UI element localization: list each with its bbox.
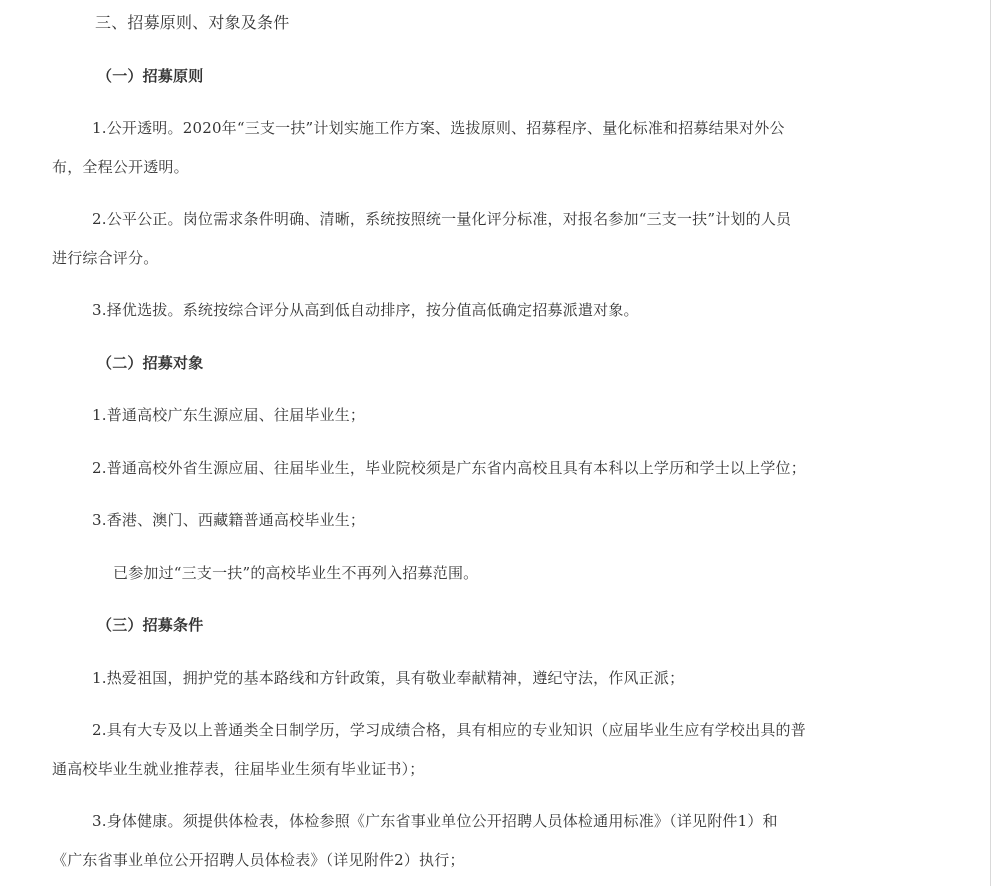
targets-item-2: 2.普通高校外省生源应届、往届毕业生，毕业院校须是广东省内高校且具有本科以上学历和学士以上学位； <box>92 459 806 477</box>
conditions-item-1: 1.热爱祖国，拥护党的基本路线和方针政策，具有敬业奉献精神，遵纪守法，作风正派； <box>92 669 685 687</box>
targets-note: 已参加过“三支一扶”的高校毕业生不再列入招募范围。 <box>113 564 479 582</box>
principles-item-3: 3.择优选拔。系统按综合评分从高到低自动排序，按分值高低确定招募派遣对象。 <box>92 301 639 319</box>
conditions-item-3-line-1: 3.身体健康。须提供体检表，体检参照《广东省事业单位公开招聘人员体检通用标准》（详见附件1）和 <box>92 812 778 830</box>
conditions-item-2-line-2: 通高校毕业生就业推荐表，往届毕业生须有毕业证书）； <box>52 760 425 778</box>
principles-heading: （一）招募原则 <box>97 67 204 85</box>
principles-item-2-line-2: 进行综合评分。 <box>52 249 159 267</box>
targets-item-1: 1.普通高校广东生源应届、往届毕业生； <box>92 406 366 424</box>
principles-item-2-line-1: 2.公平公正。岗位需求条件明确、清晰，系统按照统一量化评分标准，对报名参加“三支一扶”计划的人员 <box>92 210 792 228</box>
conditions-item-3-line-2: 《广东省事业单位公开招聘人员体检表》（详见附件2）执行； <box>52 851 465 869</box>
conditions-heading: （三）招募条件 <box>97 616 204 634</box>
targets-heading: （二）招募对象 <box>97 354 204 372</box>
conditions-item-2-line-1: 2.具有大专及以上普通类全日制学历，学习成绩合格，具有相应的专业知识（应届毕业生应有学校出具的普 <box>92 721 806 739</box>
principles-item-1-line-2: 布，全程公开透明。 <box>52 158 189 176</box>
targets-item-3: 3.香港、澳门、西藏籍普通高校毕业生； <box>92 511 366 529</box>
section-title: 三、招募原则、对象及条件 <box>95 13 290 32</box>
principles-item-1-line-1: 1.公开透明。2020年“三支一扶”计划实施工作方案、选拔原则、招募程序、量化标准和招募结果对外公 <box>92 119 785 137</box>
